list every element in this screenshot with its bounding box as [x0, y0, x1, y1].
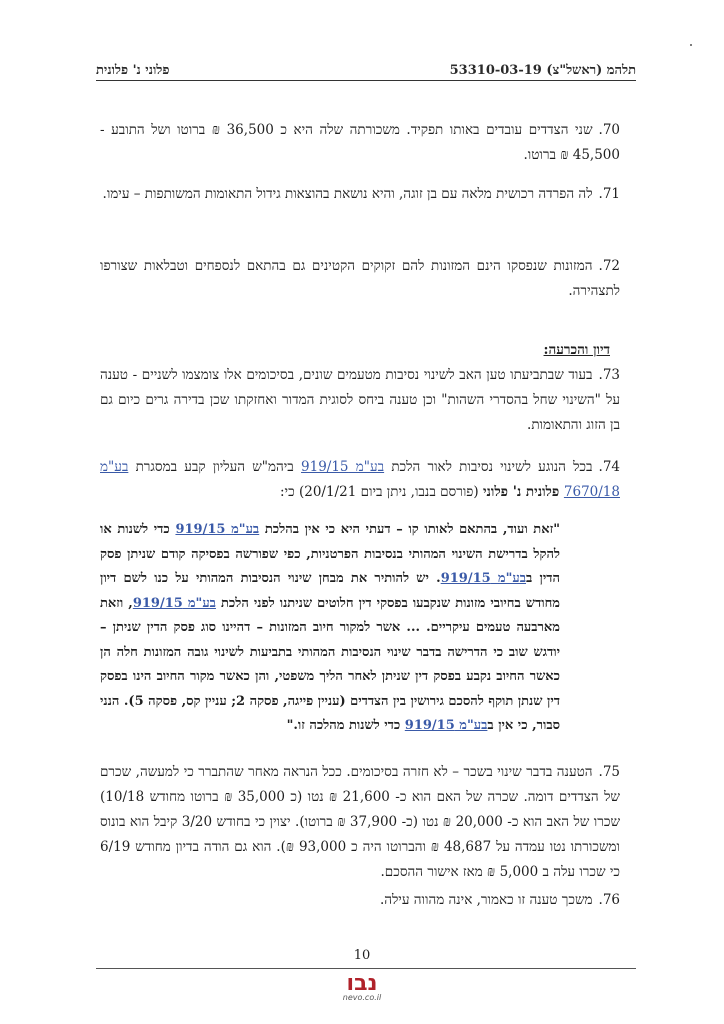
case-link-919-15[interactable]: בע"מ 919/15 — [440, 571, 527, 586]
paragraph-text-after: (פורסם בנבו, ניתן ביום 20/1/21) כי: — [279, 484, 483, 500]
case-link-7670-18[interactable]: בע"מ 7670/18 — [100, 459, 620, 500]
block-quote — [100, 518, 560, 739]
nevo-logo-url: nevo.co.il — [342, 993, 382, 1002]
paragraph-73 — [100, 363, 620, 438]
case-link-919-15[interactable]: בע"מ 919/15 — [132, 595, 216, 611]
paragraph-number: 71. — [598, 186, 620, 202]
quote-text: כדי לשנות מהלכה זו." — [286, 718, 405, 733]
scan-dot — [690, 44, 692, 46]
case-link-919-15[interactable]: בע"מ 919/15 — [404, 718, 488, 733]
paragraph-number: 74. — [598, 459, 620, 475]
page-header — [96, 58, 636, 78]
case-link-919-15[interactable]: בע"מ 919/15 — [301, 459, 385, 475]
quote-text: "זאת ועוד, בהתאם לאותו קו – דעתי היא כי אין בהלכת — [259, 522, 560, 537]
paragraph-76 — [100, 888, 620, 913]
paragraph-74 — [100, 455, 620, 505]
paragraph-text-middle: ביהמ"ש העליון קבע במסגרת — [128, 459, 302, 475]
paragraph-number: 70. — [598, 122, 620, 138]
paragraph-72 — [100, 254, 620, 304]
header-parties: פלוני נ' פלונית — [96, 63, 170, 78]
paragraph-71 — [100, 182, 620, 207]
quote-text: , וזאת מארבעה טעמים עיקריים. ... אשר למקור חיוב המזונות – דהיינו סוג פסק הדין שניתן – יודגש שוב כי הדרישה בדבר שינוי הנסיבות המהותי בתביעות לשינוי גובה המזונות חלה הן כאשר החיוב נקבע בפסק דין שניתן לאחר הליך משפטי, והן כאשר מקור החיוב הינו בפסק דין שנתן תוקף להסכם גירושין בין הצדדים (עניין פייגה, פסקה 2; עניין קס, פסקה 5). הנני סבור, כי אין ב — [100, 595, 560, 733]
case-party-name: פלונית נ' פלוני — [482, 484, 564, 500]
header-case-number: תלהמ (ראשל"צ) 53310-03-19 — [449, 63, 636, 78]
quote-text: כדי לשנות או להקל בדרישת השינוי המהותי בנסיבות הפרטניות, כפי שפורשה בפסיקה קודם שניתן פסק הדין ב — [100, 522, 560, 586]
paragraph-number: 72. — [598, 258, 620, 274]
quote-text: . יש להותיר את מבחן שינוי הנסיבות המהותי על כנו לשם דיון מחודש בחיובי מזונות שנקבעו בפסקי דין חלוטים שניתנו לפני הלכת — [100, 571, 560, 611]
paragraph-number: 75. — [598, 764, 620, 780]
paragraph-number: 73. — [598, 367, 620, 383]
case-link-919-15[interactable]: בע"מ 919/15 — [175, 522, 260, 537]
paragraph-70 — [100, 118, 620, 168]
nevo-logo — [326, 968, 398, 1002]
paragraph-text: משכך טענה זו כאמור, אינה מהווה עילה. — [379, 892, 593, 908]
page-number: 10 — [353, 948, 371, 963]
paragraph-text: בעוד שבתביעתו טען האב לשינוי נסיבות מטעמים שונים, בסיכומים אלו צומצמו לשניים - טענה על "השינוי שחל בהסדרי השהות" וכן טענה ביחס לסוגית המדור ואחזקתו שכן בדירה גרים כיום גם בן הזוג והתאומות. — [100, 367, 620, 433]
paragraph-number: 76. — [598, 892, 620, 908]
header-divider — [96, 80, 636, 81]
paragraph-text: הטענה בדבר שינוי בשכר – לא חזרה בסיכומים. ככל הנראה מאחר שהתברר כי למעשה, שכרם של הצדדים דומה. שכרה של האם הוא כ- 21,600 ₪ נטו (כ 35,000 ₪ ברוטו מחודש 10/18) שכרו של האב הוא כ- 20,000 ₪ נטו (כ- 37,900 ₪ ברוטו). יצוין כי בחודש 3/20 קיבל הוא בונוס ומשכורתו נטו עמדה על 48,687 ₪ והברוטו היה כ 93,000 ₪). הוא גם הודה בדיון מחודש 6/19 כי שכרו עלה ב 5,000 ₪ מאז אישור ההסכם. — [100, 764, 621, 880]
paragraph-text: שני הצדדים עובדים באותו תפקיד. משכורתה שלה היא כ 36,500 ₪ ברוטו ושל התובע - 45,500 ₪ ברוטו. — [100, 122, 620, 163]
paragraph-text: לה הפרדה רכושית מלאה עם בן זוגה, והיא נושאת בהוצאות גידול התאומות המשותפות – עימו. — [102, 186, 593, 202]
paragraph-text-before: בכל הנוגע לשינוי נסיבות לאור הלכת — [384, 459, 593, 475]
nevo-logo-mark: נבו — [346, 971, 378, 996]
paragraph-75 — [100, 760, 620, 885]
section-title-discussion: דיון והכרעה: — [543, 342, 610, 358]
paragraph-text: המזונות שנפסקו הינם המזונות להם זקוקים הקטינים גם בהתאם לנספחים וטבלאות שצורפו לתצהירה. — [100, 258, 620, 299]
